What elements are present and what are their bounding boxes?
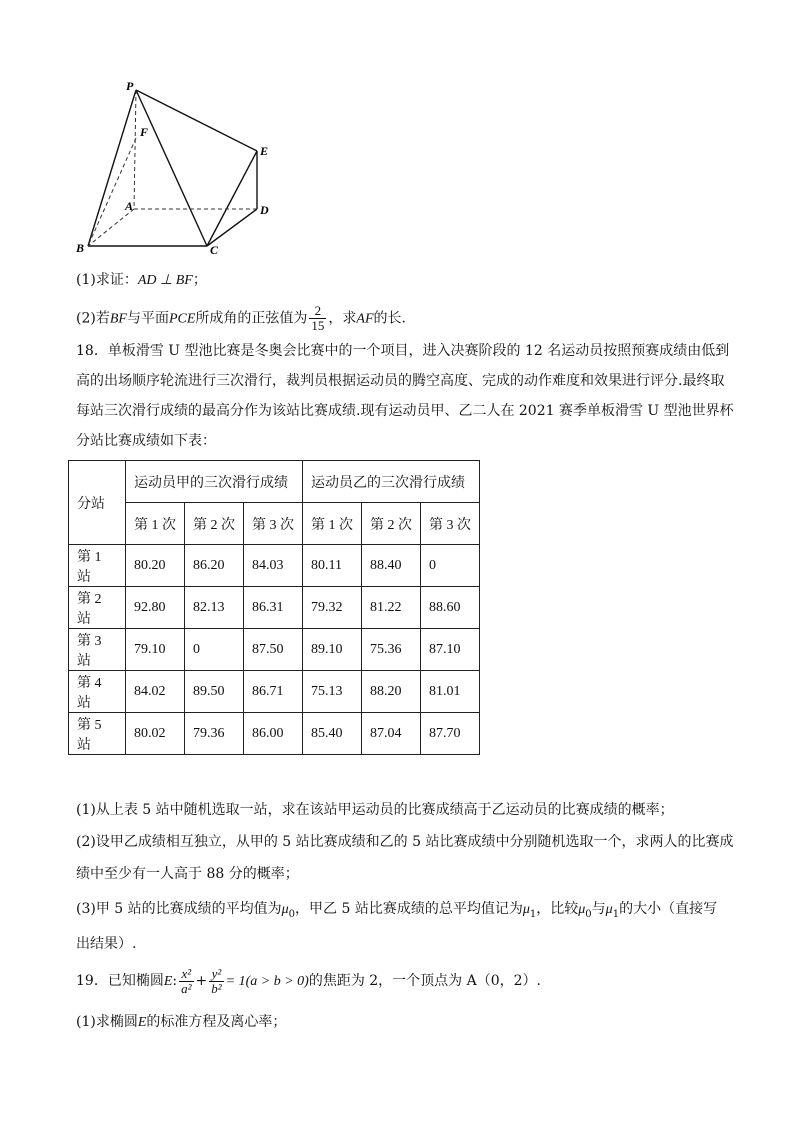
- q18-intro-4: 分站比赛成绩如下表：: [76, 433, 216, 449]
- q18-part3-line1: [76, 899, 717, 925]
- label-d: D: [260, 203, 269, 217]
- q18-part3-b: ，甲乙 5 站比赛成绩的总平均值记为: [295, 901, 523, 917]
- q18-part3-d: 与: [591, 901, 606, 917]
- score-cell: 79.36: [185, 713, 244, 755]
- score-cell: 0: [185, 629, 244, 671]
- plus-sign: +: [195, 973, 208, 989]
- y-fraction: [209, 967, 223, 996]
- table-header-row: [69, 461, 480, 503]
- score-cell: 81.01: [421, 671, 480, 713]
- score-cell: 87.04: [362, 713, 421, 755]
- score-table: [68, 460, 480, 755]
- q18-part1: (1)从上表 5 站中随机选取一站，求在该站甲运动员的比赛成绩高于乙运动员的比赛成绩的概率；: [76, 802, 674, 818]
- q17-part2-mid3: ，求: [328, 310, 357, 327]
- score-cell: 88.40: [362, 545, 421, 587]
- table-row: [69, 587, 480, 629]
- score-cell: 80.20: [126, 545, 185, 587]
- q17-part1-math: AD ⊥ BF: [137, 273, 193, 288]
- b-squared: b²: [211, 980, 222, 996]
- score-cell: 86.00: [244, 713, 303, 755]
- label-f: F: [140, 125, 149, 139]
- ellipse-name: E: [163, 974, 173, 989]
- q17-fraction-num: 2: [309, 304, 326, 319]
- score-cell: 82.13: [185, 587, 244, 629]
- score-cell: 89.10: [303, 629, 362, 671]
- label-p: P: [126, 79, 134, 93]
- q17-fraction: [309, 304, 326, 333]
- score-cell: 84.03: [244, 545, 303, 587]
- q18-intro-3: 每站三次滑行成绩的最高分作为该站比赛成绩.现有运动员甲、乙二人在 2021 赛季单板滑雪 U 型池世界杯: [76, 403, 734, 419]
- score-cell: 80.11: [303, 545, 362, 587]
- score-cell: 0: [421, 545, 480, 587]
- q17-part1-suffix: ；: [192, 272, 207, 288]
- q18-part2-line1: (2)设甲乙成绩相互独立，从甲的 5 站比赛成绩和乙的 5 站比赛成绩中分别随机选取一个，求两人的比赛成: [76, 834, 734, 850]
- mu1-symbol: μ: [522, 902, 530, 917]
- ellipse-equation-rhs: = 1(a > b > 0): [225, 974, 309, 989]
- label-a: A: [125, 199, 134, 213]
- table-subheader-row: [69, 503, 480, 545]
- q19-prefix: 19．已知椭圆: [76, 973, 164, 989]
- edge-pa-hidden: [134, 90, 136, 209]
- q17-part2-suffix: 的长.: [373, 310, 406, 327]
- edge-ab-hidden: [88, 209, 134, 246]
- label-b: B: [76, 241, 85, 255]
- q17-part2-prefix: (2)若: [76, 310, 110, 327]
- table-row: [69, 545, 480, 587]
- q18-part3-line2: 出结果）.: [76, 936, 137, 952]
- edge-pb: [88, 90, 136, 246]
- score-cell: 87.10: [421, 629, 480, 671]
- q17-fraction-den: 15: [311, 318, 325, 333]
- edge-ce: [207, 151, 257, 246]
- edge-pe: [136, 90, 257, 151]
- score-cell: 80.02: [126, 713, 185, 755]
- q17-part2-bf: BF: [109, 311, 127, 327]
- q17-part2-plane: PCE: [168, 311, 196, 327]
- q19-part1-e: E: [137, 1015, 147, 1030]
- q19-part1-b: 的标准方程及离心率；: [146, 1014, 287, 1030]
- q18-part3-c: ，比较: [536, 901, 579, 917]
- score-cell: 75.36: [362, 629, 421, 671]
- score-cell: 86.20: [185, 545, 244, 587]
- station-cell: 第 2 站: [69, 587, 126, 629]
- q17-part2-af: AF: [356, 311, 374, 327]
- attempt-header: 第 1 次: [303, 503, 362, 545]
- station-cell: 第 1 站: [69, 545, 126, 587]
- score-cell: 86.71: [244, 671, 303, 713]
- q19-part1-a: (1)求椭圆: [76, 1014, 138, 1030]
- score-cell: 81.22: [362, 587, 421, 629]
- q19-part1: [76, 1012, 286, 1033]
- score-cell: 85.40: [303, 713, 362, 755]
- q18-intro-2: 高的出场顺序轮流进行三次滑行，裁判员根据运动员的腾空高度、完成的动作难度和效果进行评分.最终取: [76, 373, 725, 389]
- q18-part2-line2: 绩中至少有一人高于 88 分的概率；: [76, 866, 299, 882]
- edge-pc: [136, 90, 207, 246]
- label-c: C: [210, 243, 219, 257]
- station-cell: 第 3 站: [69, 629, 126, 671]
- q17-part2-mid2: 所成角的正弦值为: [195, 310, 308, 327]
- score-cell: 75.13: [303, 671, 362, 713]
- station-header: 分站: [69, 461, 126, 545]
- mu1-subscript: 1: [612, 908, 620, 920]
- q19-colon: :: [172, 973, 178, 989]
- attempt-header: 第 2 次: [362, 503, 421, 545]
- x-fraction: [179, 967, 193, 996]
- q17-part1-prefix: (1)求证：: [76, 272, 138, 288]
- edge-cd: [207, 209, 257, 246]
- score-cell: 88.20: [362, 671, 421, 713]
- y-squared: y²: [209, 967, 223, 982]
- mu0-subscript: 0: [288, 908, 296, 920]
- station-cell: 第 5 站: [69, 713, 126, 755]
- attempt-header: 第 3 次: [421, 503, 480, 545]
- mu0-symbol: μ: [578, 902, 586, 917]
- station-cell: 第 4 站: [69, 671, 126, 713]
- table-row: [69, 671, 480, 713]
- mu1-subscript: 1: [529, 908, 537, 920]
- score-cell: 88.60: [421, 587, 480, 629]
- q19-suffix: 的焦距为 2，一个顶点为 A（0，2）.: [308, 973, 542, 989]
- table-row: [69, 713, 480, 755]
- group-a-header: 运动员甲的三次滑行成绩: [126, 461, 303, 503]
- mu0-subscript: 0: [585, 908, 592, 920]
- attempt-header: 第 3 次: [244, 503, 303, 545]
- score-cell: 87.70: [421, 713, 480, 755]
- score-cell: 87.50: [244, 629, 303, 671]
- q17-part2-mid: 与平面: [126, 310, 169, 327]
- edge-fb-hidden: [88, 138, 136, 246]
- attempt-header: 第 1 次: [126, 503, 185, 545]
- q18-part3-a: (3)甲 5 站的比赛成绩的平均值为: [76, 901, 282, 917]
- label-e: E: [260, 144, 269, 158]
- q17-part1: [76, 270, 207, 291]
- group-b-header: 运动员乙的三次滑行成绩: [303, 461, 480, 503]
- score-cell: 86.31: [244, 587, 303, 629]
- pyramid-figure: [70, 76, 290, 261]
- score-cell: 84.02: [126, 671, 185, 713]
- attempt-header: 第 2 次: [185, 503, 244, 545]
- mu1-symbol: μ: [605, 902, 613, 917]
- q19-stem: [76, 966, 541, 997]
- score-cell: 79.32: [303, 587, 362, 629]
- q18-intro-1: 18．单板滑雪 U 型池比赛是冬奥会比赛中的一个项目，进入决赛阶段的 12 名运动员按照预赛成绩由低到: [76, 343, 730, 359]
- q17-part2: [76, 304, 406, 333]
- table-row: [69, 629, 480, 671]
- x-squared: x²: [179, 967, 193, 982]
- a-squared: a²: [181, 980, 192, 996]
- score-cell: 79.10: [126, 629, 185, 671]
- score-cell: 89.50: [185, 671, 244, 713]
- q18-part3-e: 的大小（直接写: [619, 901, 718, 917]
- mu0-symbol: μ: [281, 902, 289, 917]
- score-cell: 92.80: [126, 587, 185, 629]
